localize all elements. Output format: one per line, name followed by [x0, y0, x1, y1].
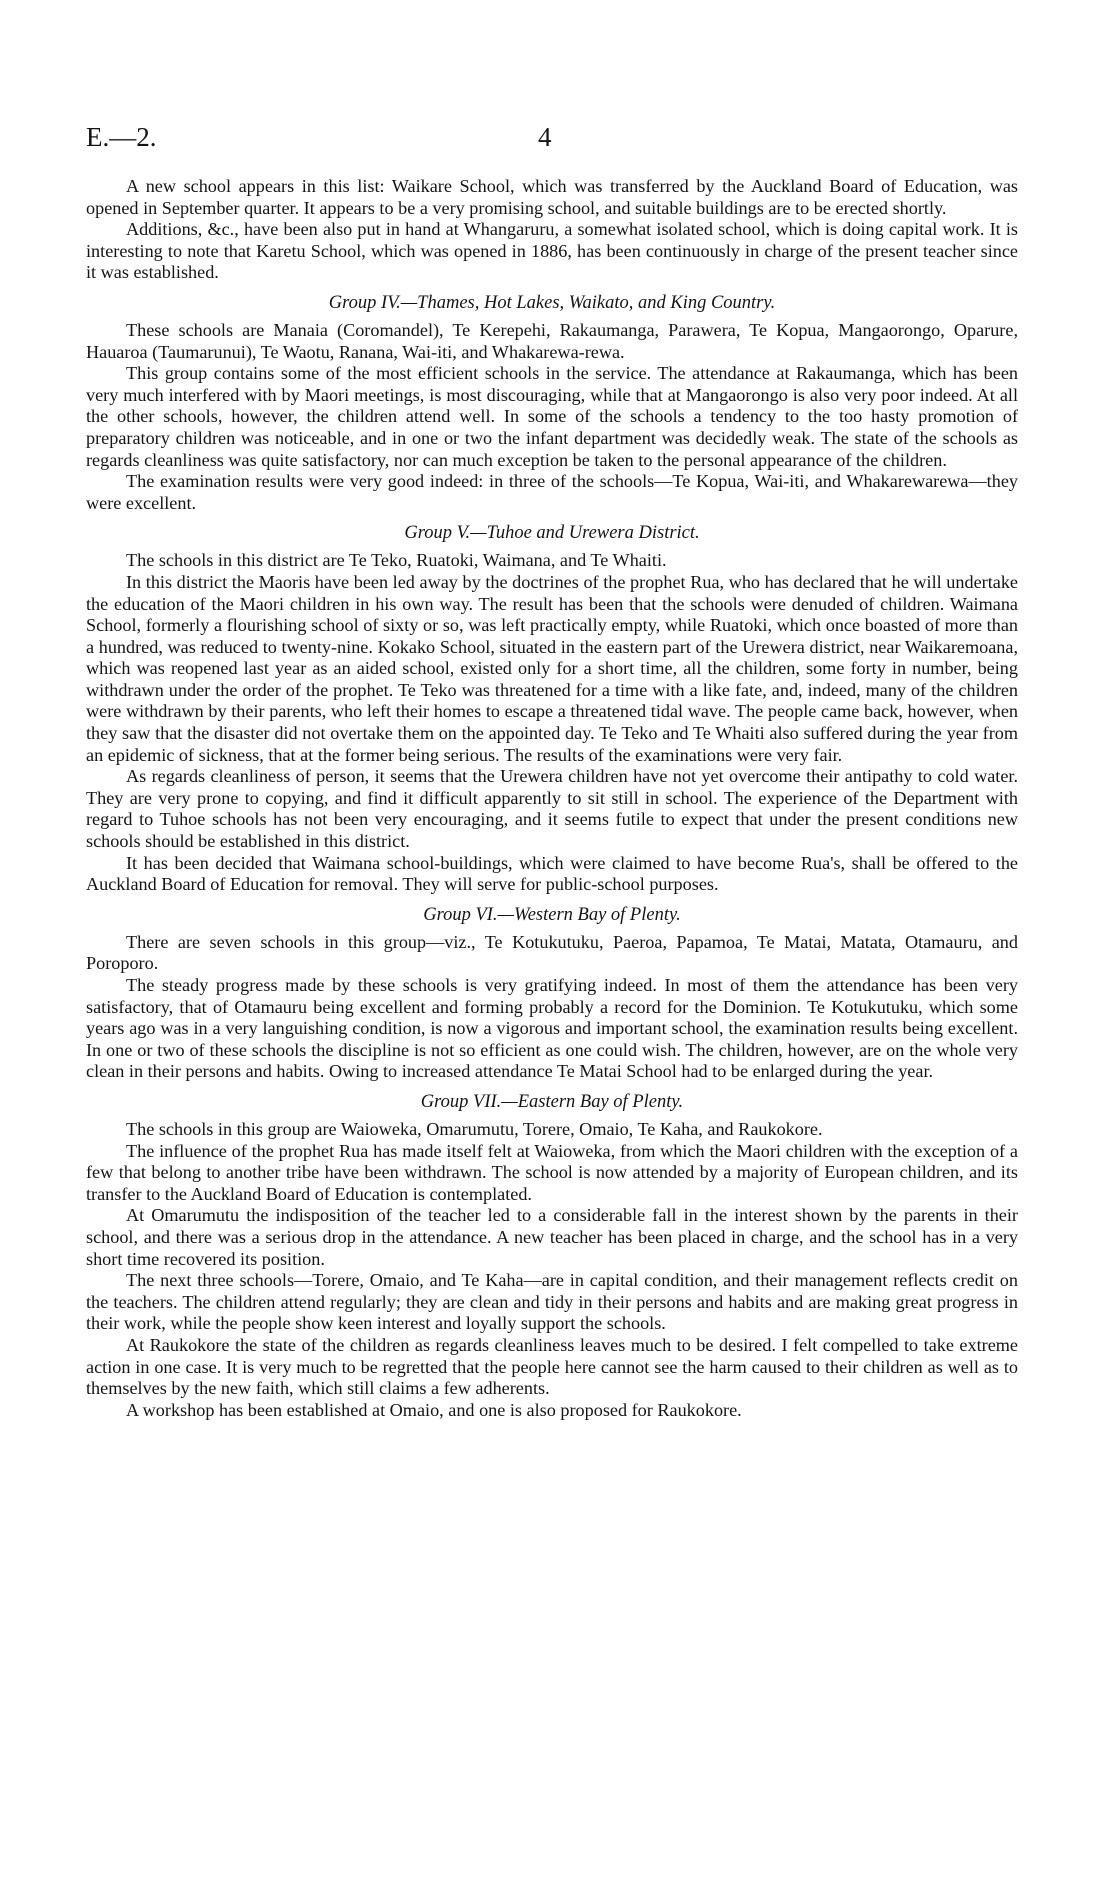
paragraph: At Raukokore the state of the children as regards cleanliness leaves much to be desired. I felt compelled to take extreme action in one case. It is very much to be regretted that the people here cannot see the harm caused to their children as well as to themselves by the new faith, which still claims a few adherents.: [86, 1334, 1018, 1399]
paragraph: Additions, &c., have been also put in hand at Whangaruru, a somewhat isolated school, which is doing capital work. It is interesting to note that Karetu School, which was opened in 1886, has been continuously in charge of the present teacher since it was established.: [86, 219, 1018, 283]
document-reference: E.—2.: [86, 122, 157, 152]
page-header: [86, 122, 1026, 162]
paragraph: There are seven schools in this group—viz., Te Kotukutuku, Paeroa, Papamoa, Te Matai, Matata, Otamauru, and Poroporo.: [86, 931, 1018, 974]
paragraph: A new school appears in this list: Waikare School, which was transferred by the Auckland Board of Education, was opened in September quarter. It appears to be a very promising school, and suitable buildings are to be erected shortly.: [86, 176, 1018, 218]
paragraph: The schools in this group are Waioweka, Omarumutu, Torere, Omaio, Te Kaha, and Raukokore.: [126, 1118, 823, 1139]
paragraph: The schools in this district are Te Teko, Ruatoki, Waimana, and Te Whaiti.: [126, 550, 667, 571]
section-heading: Group VII.—Eastern Bay of Plenty.: [420, 1091, 684, 1112]
paragraph: At Omarumutu the indisposition of the teacher led to a considerable fall in the interest shown by the parents in their school, and there was a serious drop in the attendance. A new teacher has been placed in charge, and the school has in a very short time recovered its position.: [86, 1205, 1018, 1269]
paragraph: A workshop has been established at Omaio, and one is also proposed for Raukokore.: [126, 1399, 742, 1420]
paragraph: The next three schools—Torere, Omaio, and Te Kaha—are in capital condition, and their management reflects credit on the teachers. The children attend regularly; they are clean and tidy in their persons and habits and are making great progress in their work, while the people show keen interest and loyally support the schools.: [86, 1270, 1018, 1334]
section-heading: Group V.—Tuhoe and Urewera District.: [404, 523, 700, 544]
paragraph: As regards cleanliness of person, it seems that the Urewera children have not yet overcome their antipathy to cold water. They are very prone to copying, and find it difficult apparently to sit still in school. The experience of the Department with regard to Tuhoe schools has not been very encouraging, and it seems futile to expect that under the present conditions new schools should be established in this district.: [86, 766, 1018, 852]
paragraph: The steady progress made by these schools is very gratifying indeed. In most of them the attendance has been very satisfactory, that of Otamauru being excellent and forming probably a record for the Dominion. Te Kotukutuku, which some years ago was in a very languishing condition, is now a vigorous and important school, the examination results being excellent. In one or two of these schools the discipline is not so efficient as one could wish. The children, however, are on the whole very clean in their persons and habits. Owing to increased attendance Te Matai School had to be enlarged during the year.: [86, 975, 1018, 1082]
paragraph: It has been decided that Waimana school-buildings, which were claimed to have become Rua's, shall be offered to the Auckland Board of Education for removal. They will serve for public-school purposes.: [86, 852, 1018, 895]
paragraph: The examination results were very good indeed: in three of the schools—Te Kopua, Wai-iti, and Whakarewarewa—they were excellent.: [86, 471, 1018, 513]
paragraph: The influence of the prophet Rua has made itself felt at Waioweka, from which the Maori children with the exception of a few that belong to another tribe have been withdrawn. The school is now attended by a majority of European children, and its transfer to the Auckland Board of Education is contemplated.: [86, 1140, 1018, 1204]
section-heading: Group IV.—Thames, Hot Lakes, Waikato, and King Country.: [328, 292, 776, 313]
paragraph: This group contains some of the most efficient schools in the service. The attendance at Rakaumanga, which has been very much interfered with by Maori meetings, is most discouraging, while that at Mangaorongo is also very poor indeed. At all the other schools, however, the children attend well. In some of the schools a tendency to the too hasty promotion of preparatory children was noticeable, and in one or two the infant department was decidedly weak. The state of the schools as regards cleanliness was quite satisfactory, nor can much exception be taken to the personal appearance of the children.: [86, 363, 1018, 470]
section-heading: Group VI.—Western Bay of Plenty.: [423, 904, 681, 925]
paragraph: In this district the Maoris have been led away by the doctrines of the prophet Rua, who has declared that he will undertake the education of the Maori children in his own way. The result has been that the schools were denuded of children. Waimana School, formerly a flourishing school of sixty or so, was left practically empty, while Ruatoki, which once boasted of more than a hundred, was reduced to twenty-nine. Kokako School, situated in the eastern part of the Urewera district, near Waikaremoana, which was reopened last year as an aided school, existed only for a short time, all the children, some forty in number, being withdrawn under the order of the prophet. Te Teko was threatened for a time with a like fate, and, indeed, many of the children were withdrawn by their parents, who left their homes to escape a threatened tidal wave. The people came back, however, when they saw that the disaster did not overtake them on the appointed day. Te Teko and Te Whaiti also suffered during the year from an epidemic of sickness, that at the former being serious. The results of the examinations were very fair.: [86, 571, 1018, 765]
body-text: [86, 176, 1018, 1421]
paragraph: These schools are Manaia (Coromandel), Te Kerepehi, Rakaumanga, Parawera, Te Kopua, Mangaorongo, Oparure, Hauaroa (Taumarunui), Te Waotu, Ranana, Wai-iti, and Whakarewa-rewa.: [86, 319, 1018, 362]
page-number: 4: [538, 122, 552, 152]
